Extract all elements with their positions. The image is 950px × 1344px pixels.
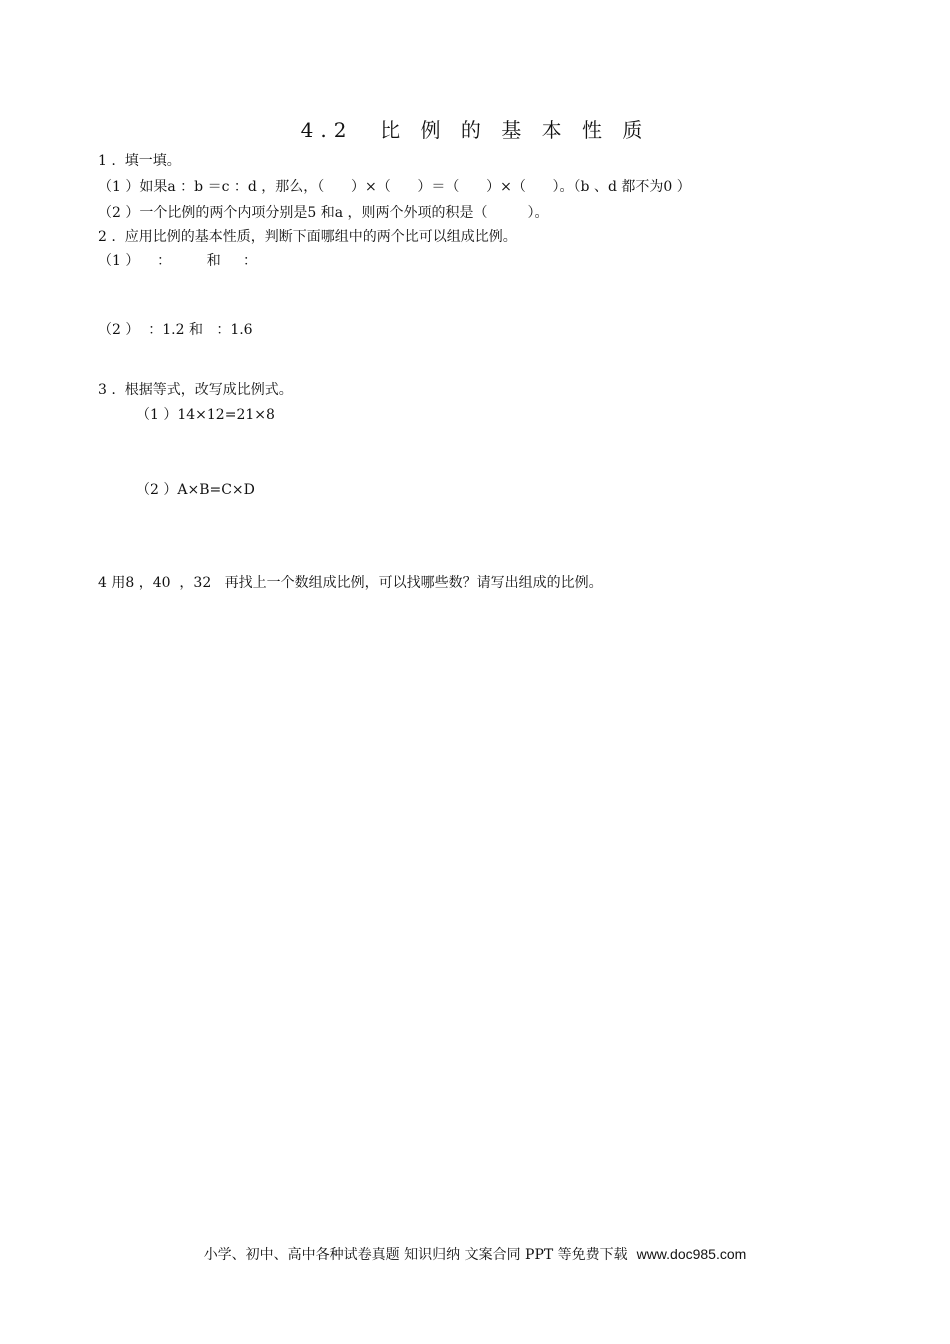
question-2-heading: 2 . 应用比例的基本性质，判断下面哪组中的两个比可以组成比例。	[98, 229, 517, 245]
question-2-part-2: （2 ） ：1.2 和 ：1.6	[98, 322, 253, 338]
page-title: 4.2 比 例 的 基 本 性 质	[300, 118, 650, 142]
question-2-part-1: （1 ） ： 和 ：	[98, 253, 258, 269]
footer-url: www.doc985.com	[636, 1246, 747, 1262]
question-1-part-1: （1 ）如果a ：b ＝c ：d ，那么，（ ）×（ ）＝（ ）×（ ）。（b 、d 都不为0 ）	[98, 179, 691, 195]
question-1-heading: 1 . 填一填。	[98, 153, 181, 169]
footer-text: 小学、初中、高中各种试卷真题 知识归纳 文案合同 PPT 等免费下载	[203, 1247, 637, 1263]
question-3-heading: 3 . 根据等式，改写成比例式。	[98, 382, 293, 398]
question-3-part-2: （2 ）A×B=C×D	[136, 482, 255, 498]
question-1-part-2: （2 ）一个比例的两个内项分别是5 和a ，则两个外项的积是（ ）。	[98, 205, 549, 221]
question-4: 4 用8 ，40 ，32 再找上一个数组成比例，可以找哪些数？请写出组成的比例。	[98, 575, 603, 591]
question-3-part-1: （1 ）14×12=21×8	[136, 407, 275, 423]
page-footer	[0, 1244, 950, 1264]
